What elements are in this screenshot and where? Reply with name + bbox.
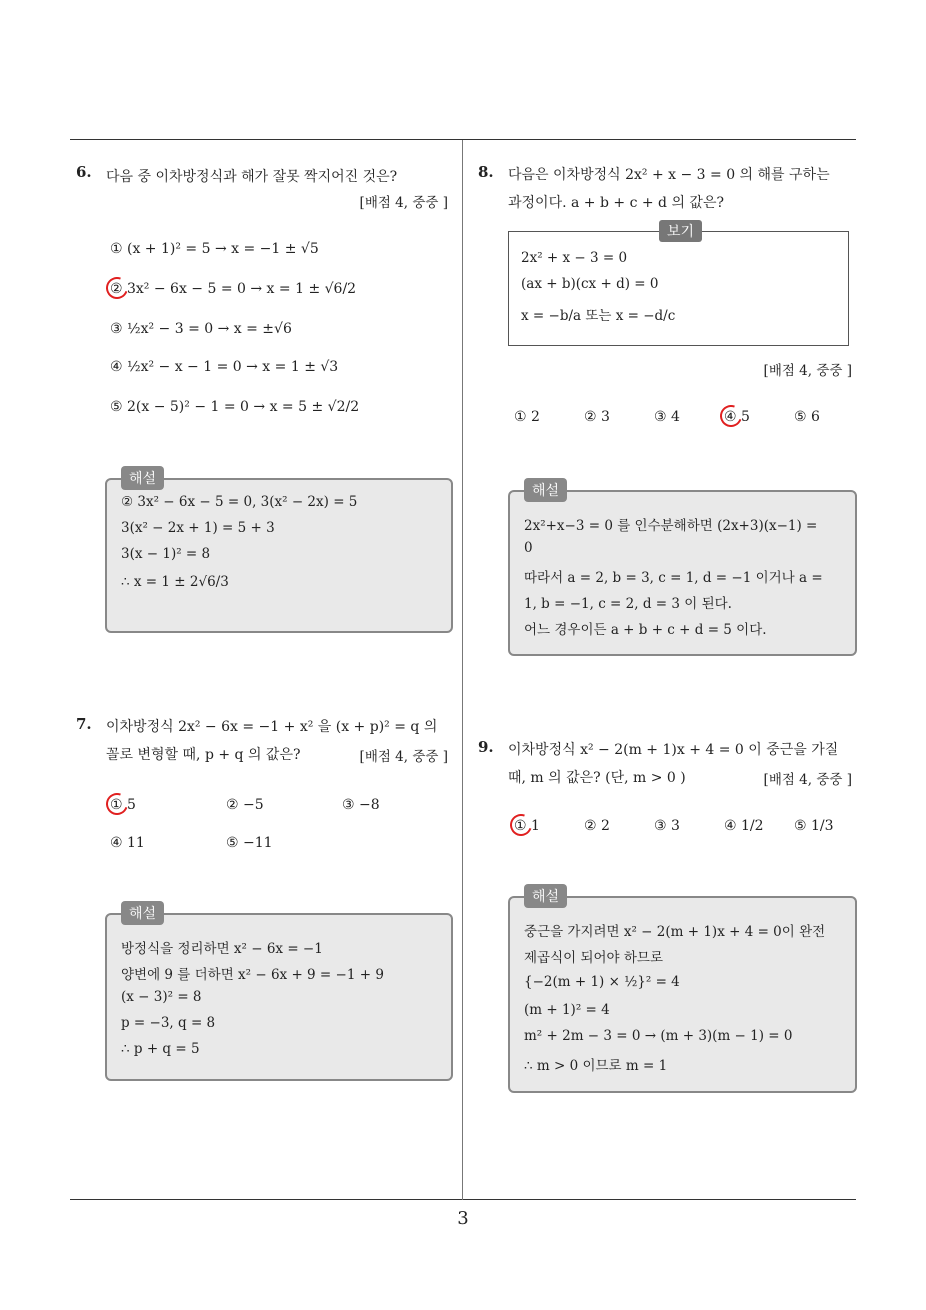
solution-box bbox=[508, 483, 857, 656]
question-text bbox=[508, 161, 830, 217]
choice-5[interactable]: ⑤ 2(x − 5)² − 1 = 0 → x = 5 ± √2/2 bbox=[110, 399, 360, 415]
solution-box bbox=[105, 471, 453, 633]
solution-line: p = −3, q = 8 bbox=[121, 1015, 216, 1031]
top-rule bbox=[70, 139, 856, 140]
solution-line: 1, b = −1, c = 2, d = 3 이 된다. bbox=[524, 596, 732, 612]
answer-mark-circle bbox=[102, 273, 131, 302]
choice-4[interactable]: ④ 11 bbox=[110, 835, 145, 851]
question-number: 6. bbox=[76, 163, 92, 181]
solution-line: ∴ x = 1 ± 2√6/3 bbox=[121, 574, 229, 590]
solution-line: {−2(m + 1) × ½}² = 4 bbox=[524, 974, 680, 990]
choice-5[interactable]: ⑤ 1/3 bbox=[794, 818, 834, 834]
question-number: 8. bbox=[478, 163, 494, 181]
answer-mark-circle bbox=[716, 401, 745, 430]
column-divider bbox=[462, 140, 463, 1200]
choice-1[interactable]: ① 5 bbox=[110, 797, 136, 813]
question-9 bbox=[478, 738, 858, 1098]
solution-line: 3(x − 1)² = 8 bbox=[121, 546, 211, 562]
choice-5[interactable]: ⑤ 6 bbox=[794, 409, 820, 425]
score-label: [배점 4, 중중 ] bbox=[763, 363, 852, 379]
solution-label: 해설 bbox=[524, 478, 567, 502]
question-text-line: 다음 중 이차방정식과 해가 잘못 짝지어진 것은? bbox=[106, 169, 398, 185]
question-text-line: 꼴로 변형할 때, p + q 의 값은? bbox=[106, 747, 301, 763]
question-text-line: 과정이다. a + b + c + d 의 값은? bbox=[508, 195, 724, 211]
example-line: x = −b/a 또는 x = −d/c bbox=[521, 308, 676, 324]
solution-line: 3(x² − 2x + 1) = 5 + 3 bbox=[121, 520, 275, 536]
example-box bbox=[508, 224, 849, 346]
solution-line: ② 3x² − 6x − 5 = 0, 3(x² − 2x) = 5 bbox=[121, 494, 358, 510]
solution-line: 방정식을 정리하면 x² − 6x = −1 bbox=[121, 941, 323, 957]
choice-2[interactable]: ② −5 bbox=[226, 797, 264, 813]
solution-line: m² + 2m − 3 = 0 → (m + 3)(m − 1) = 0 bbox=[524, 1028, 793, 1044]
choice-3[interactable]: ③ 3 bbox=[654, 818, 680, 834]
choice-4[interactable]: ④ ½x² − x − 1 = 0 → x = 1 ± √3 bbox=[110, 359, 339, 375]
score-label: [배점 4, 중중 ] bbox=[359, 749, 448, 765]
answer-mark-circle bbox=[102, 789, 131, 818]
choice-3[interactable]: ③ ½x² − 3 = 0 → x = ±√6 bbox=[110, 321, 292, 337]
solution-label: 해설 bbox=[121, 901, 164, 925]
example-line: 2x² + x − 3 = 0 bbox=[521, 250, 628, 266]
solution-line: 중근을 가지려면 x² − 2(m + 1)x + 4 = 0이 완전 bbox=[524, 924, 826, 940]
score-label: [배점 4, 중중 ] bbox=[763, 772, 852, 788]
solution-line: (x − 3)² = 8 bbox=[121, 989, 202, 1005]
choice-2[interactable]: ② 3x² − 6x − 5 = 0 → x = 1 ± √6/2 bbox=[110, 281, 357, 297]
choice-4[interactable]: ④ 5 bbox=[724, 409, 750, 425]
question-text-line: 다음은 이차방정식 2x² + x − 3 = 0 의 해를 구하는 bbox=[508, 167, 830, 183]
answer-mark-circle bbox=[506, 810, 535, 839]
example-line: (ax + b)(cx + d) = 0 bbox=[521, 276, 659, 292]
page-number: 3 bbox=[457, 1208, 469, 1229]
choice-3[interactable]: ③ −8 bbox=[342, 797, 380, 813]
solution-line: 따라서 a = 2, b = 3, c = 1, d = −1 이거나 a = bbox=[524, 570, 823, 586]
solution-line: 제곱식이 되어야 하므로 bbox=[524, 950, 663, 966]
choice-1[interactable]: ① 2 bbox=[514, 409, 540, 425]
choice-3[interactable]: ③ 4 bbox=[654, 409, 680, 425]
question-text-line: 이차방정식 2x² − 6x = −1 + x² 을 (x + p)² = q 의 bbox=[106, 719, 438, 735]
solution-line: ∴ m > 0 이므로 m = 1 bbox=[524, 1058, 668, 1074]
choice-2[interactable]: ② 3 bbox=[584, 409, 610, 425]
choice-1[interactable]: ① 1 bbox=[514, 818, 540, 834]
solution-line: 어느 경우이든 a + b + c + d = 5 이다. bbox=[524, 622, 767, 638]
solution-label: 해설 bbox=[121, 466, 164, 490]
solution-line: 0 bbox=[524, 540, 533, 556]
score-label: [배점 4, 중중 ] bbox=[359, 195, 448, 211]
question-text-line: 이차방정식 x² − 2(m + 1)x + 4 = 0 이 중근을 가질 bbox=[508, 742, 839, 758]
question-8 bbox=[478, 163, 858, 658]
solution-label: 해설 bbox=[524, 884, 567, 908]
bottom-rule bbox=[70, 1199, 856, 1200]
example-label: 보기 bbox=[659, 220, 702, 242]
choice-1[interactable]: ① (x + 1)² = 5 → x = −1 ± √5 bbox=[110, 241, 319, 257]
choice-2[interactable]: ② 2 bbox=[584, 818, 610, 834]
solution-box bbox=[105, 906, 453, 1081]
solution-line: (m + 1)² = 4 bbox=[524, 1002, 610, 1018]
question-number: 7. bbox=[76, 715, 92, 733]
question-text bbox=[106, 163, 397, 191]
question-number: 9. bbox=[478, 738, 494, 756]
solution-line: 2x²+x−3 = 0 를 인수분해하면 (2x+3)(x−1) = bbox=[524, 518, 818, 534]
question-7 bbox=[76, 715, 456, 1085]
choice-4[interactable]: ④ 1/2 bbox=[724, 818, 764, 834]
question-6 bbox=[76, 163, 456, 643]
question-text-line: 때, m 의 값은? (단, m > 0 ) bbox=[508, 770, 686, 786]
solution-line: 양변에 9 를 더하면 x² − 6x + 9 = −1 + 9 bbox=[121, 967, 384, 983]
solution-box bbox=[508, 889, 857, 1093]
choice-5[interactable]: ⑤ −11 bbox=[226, 835, 273, 851]
solution-line: ∴ p + q = 5 bbox=[121, 1041, 200, 1057]
